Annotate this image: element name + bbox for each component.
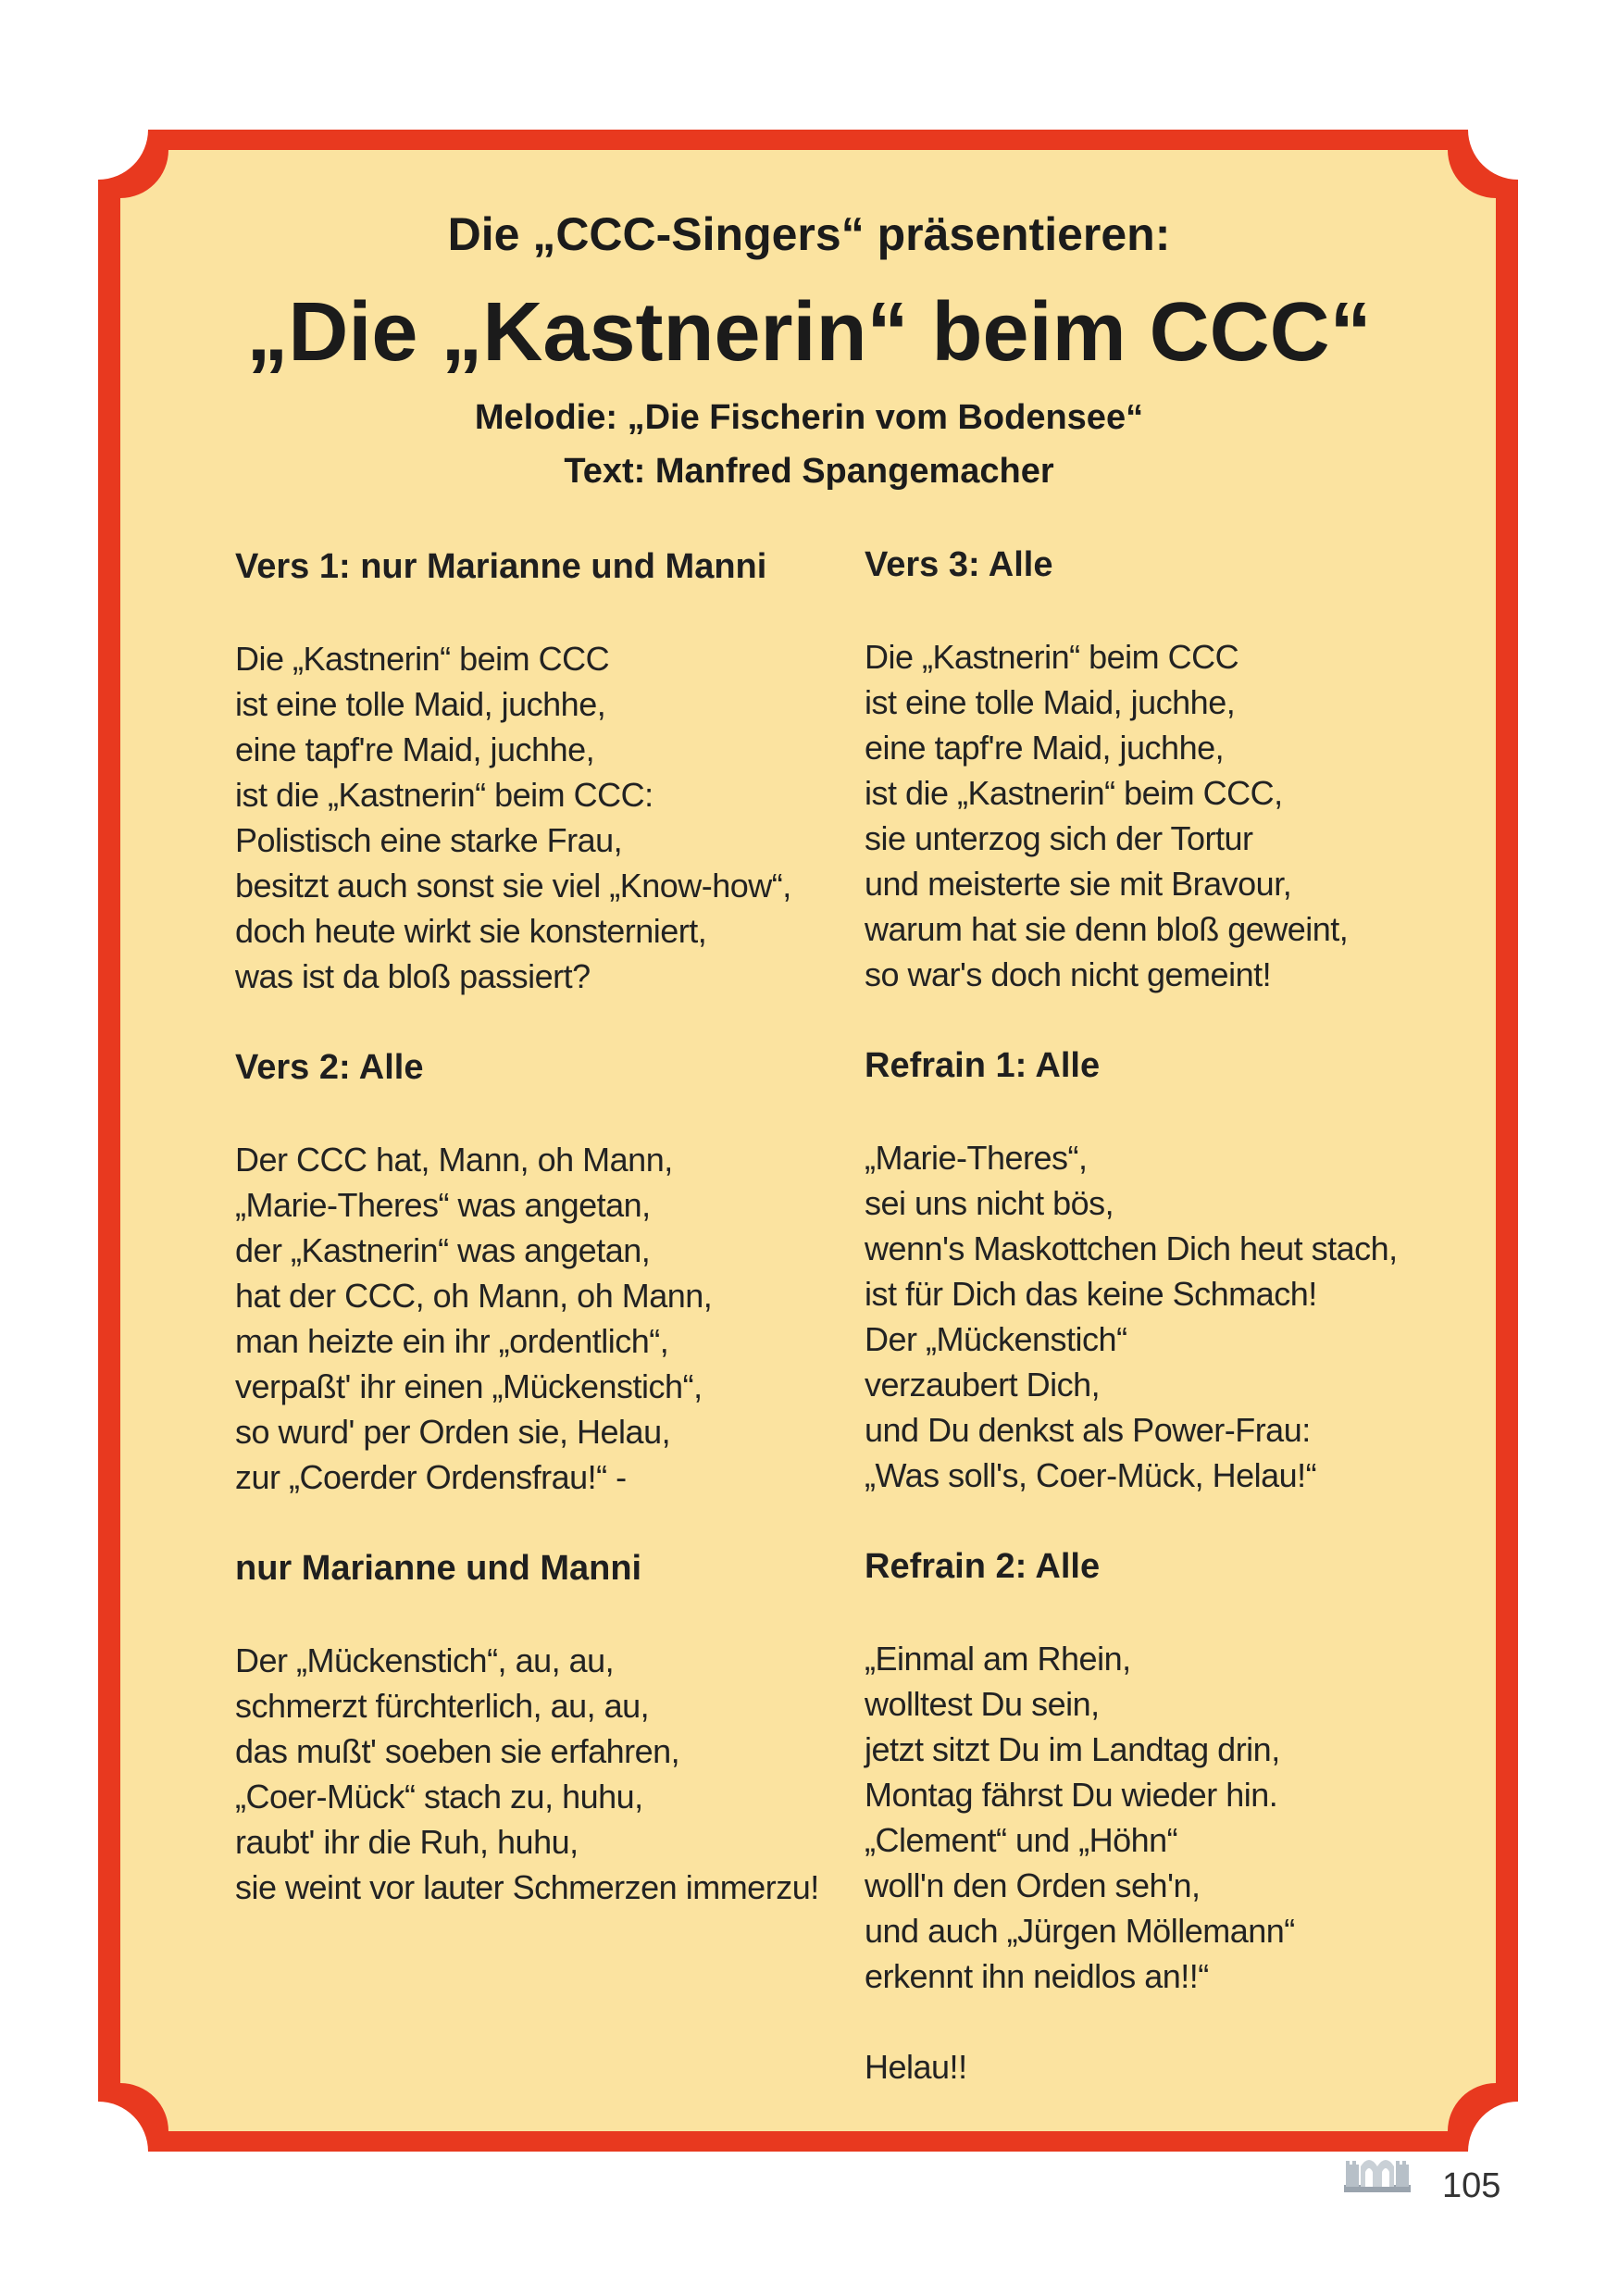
page-title: „Die „Kastnerin“ beim CCC“ [246,286,1372,379]
lyric-line: so wurd' per Orden sie, Helau, [235,1413,671,1451]
lyric-line: zur „Coerder Ordensfrau!“ - [235,1458,627,1496]
lyric-line: Der „Mückenstich“ [865,1320,1127,1358]
lyric-line: was ist da bloß passiert? [235,957,591,995]
stanza [865,1636,1475,2090]
lyric-line: „Marie-Theres“ was angetan, [235,1186,651,1224]
lyric-line: eine tapf're Maid, juchhe, [865,729,1225,767]
lyric-line: verpaßt' ihr einen „Mückenstich“, [235,1367,703,1405]
lyric-line: und meisterte sie mit Bravour, [865,865,1292,903]
lyric-line: ist für Dich das keine Schmach! [865,1275,1317,1313]
lyric-line: warum hat sie denn bloß geweint, [865,910,1349,948]
lyric-line: Helau!! [865,2048,967,2086]
right-column [865,543,1475,2090]
lyric-blank-line [865,1999,1475,2044]
lyric-line: schmerzt fürchterlich, au, au, [235,1687,650,1725]
lyric-line: „Marie-Theres“, [865,1139,1088,1177]
lyric-line: Der „Mückenstich“, au, au, [235,1641,615,1679]
stanza [235,1638,846,1910]
castle-gate-icon [1340,2148,1414,2196]
refrain-1 [865,1043,1475,1498]
verse-2b [235,1546,846,1910]
verse-heading: nur Marianne und Manni [235,1549,642,1588]
lyric-line: raubt' ihr die Ruh, huhu, [235,1823,579,1861]
lyric-line: und Du denkst als Power-Frau: [865,1411,1311,1449]
lyric-line: doch heute wirkt sie konsterniert, [235,912,707,950]
lyric-line: Montag fährst Du wieder hin. [865,1776,1278,1814]
verse-3 [865,543,1475,997]
lyric-line: Der CCC hat, Mann, oh Mann, [235,1141,673,1179]
lyric-line: verzaubert Dich, [865,1366,1101,1404]
lyric-line: sie unterzog sich der Tortur [865,819,1253,857]
lyric-line: wenn's Maskottchen Dich heut stach, [865,1229,1398,1267]
lyric-line: der „Kastnerin“ was angetan, [235,1231,651,1269]
lyric-line: Die „Kastnerin“ beim CCC [865,638,1239,676]
lyric-line: eine tapf're Maid, juchhe, [235,730,595,768]
lyric-line: und auch „Jürgen Möllemann“ [865,1912,1295,1950]
lyric-line: das mußt' soeben sie erfahren, [235,1732,680,1770]
verse-1 [235,544,846,999]
refrain-heading: Refrain 1: Alle [865,1046,1101,1085]
lyric-line: hat der CCC, oh Mann, oh Mann, [235,1277,713,1315]
refrain-2 [865,1544,1475,2090]
lyric-line: ist eine tolle Maid, juchhe, [235,685,606,723]
lyric-line: erkennt ihn neidlos an!!“ [865,1957,1209,1995]
lyric-line: sie weint vor lauter Schmerzen immerzu! [235,1868,819,1906]
verse-2 [235,1045,846,1500]
page-number: 105 [1442,2166,1501,2205]
lyric-line: Polistisch eine starke Frau, [235,821,623,859]
intro-heading: Die „CCC-Singers“ präsentieren: [447,208,1171,260]
author-line: Text: Manfred Spangemacher [564,452,1054,491]
lyric-line: „Was soll's, Coer-Mück, Helau!“ [865,1456,1317,1494]
left-column [235,544,846,1910]
lyric-line: Die „Kastnerin“ beim CCC [235,640,610,678]
verse-heading: Vers 1: nur Marianne und Manni [235,547,767,586]
stanza [865,1135,1475,1498]
lyric-line: wolltest Du sein, [865,1685,1100,1723]
lyric-line: ist eine tolle Maid, juchhe, [865,683,1236,721]
lyric-line: woll'n den Orden seh'n, [865,1866,1201,1904]
lyric-line: sei uns nicht bös, [865,1184,1114,1222]
lyric-line: ist die „Kastnerin“ beim CCC: [235,776,653,814]
lyric-line: besitzt auch sonst sie viel „Know-how“, [235,867,791,905]
lyric-line: „Einmal am Rhein, [865,1640,1131,1678]
stanza [865,634,1475,997]
lyric-line: ist die „Kastnerin“ beim CCC, [865,774,1283,812]
stanza [235,636,846,999]
verse-heading: Vers 2: Alle [235,1048,424,1087]
refrain-heading: Refrain 2: Alle [865,1547,1101,1586]
lyric-line: „Clement“ und „Höhn“ [865,1821,1178,1859]
melody-line: Melodie: „Die Fischerin vom Bodensee“ [474,398,1144,437]
lyric-line: so war's doch nicht gemeint! [865,955,1272,993]
verse-heading: Vers 3: Alle [865,545,1053,584]
lyric-line: jetzt sitzt Du im Landtag drin, [865,1730,1280,1768]
lyric-line: „Coer-Mück“ stach zu, huhu, [235,1778,643,1816]
stanza [235,1137,846,1500]
lyric-line: man heizte ein ihr „ordentlich“, [235,1322,669,1360]
